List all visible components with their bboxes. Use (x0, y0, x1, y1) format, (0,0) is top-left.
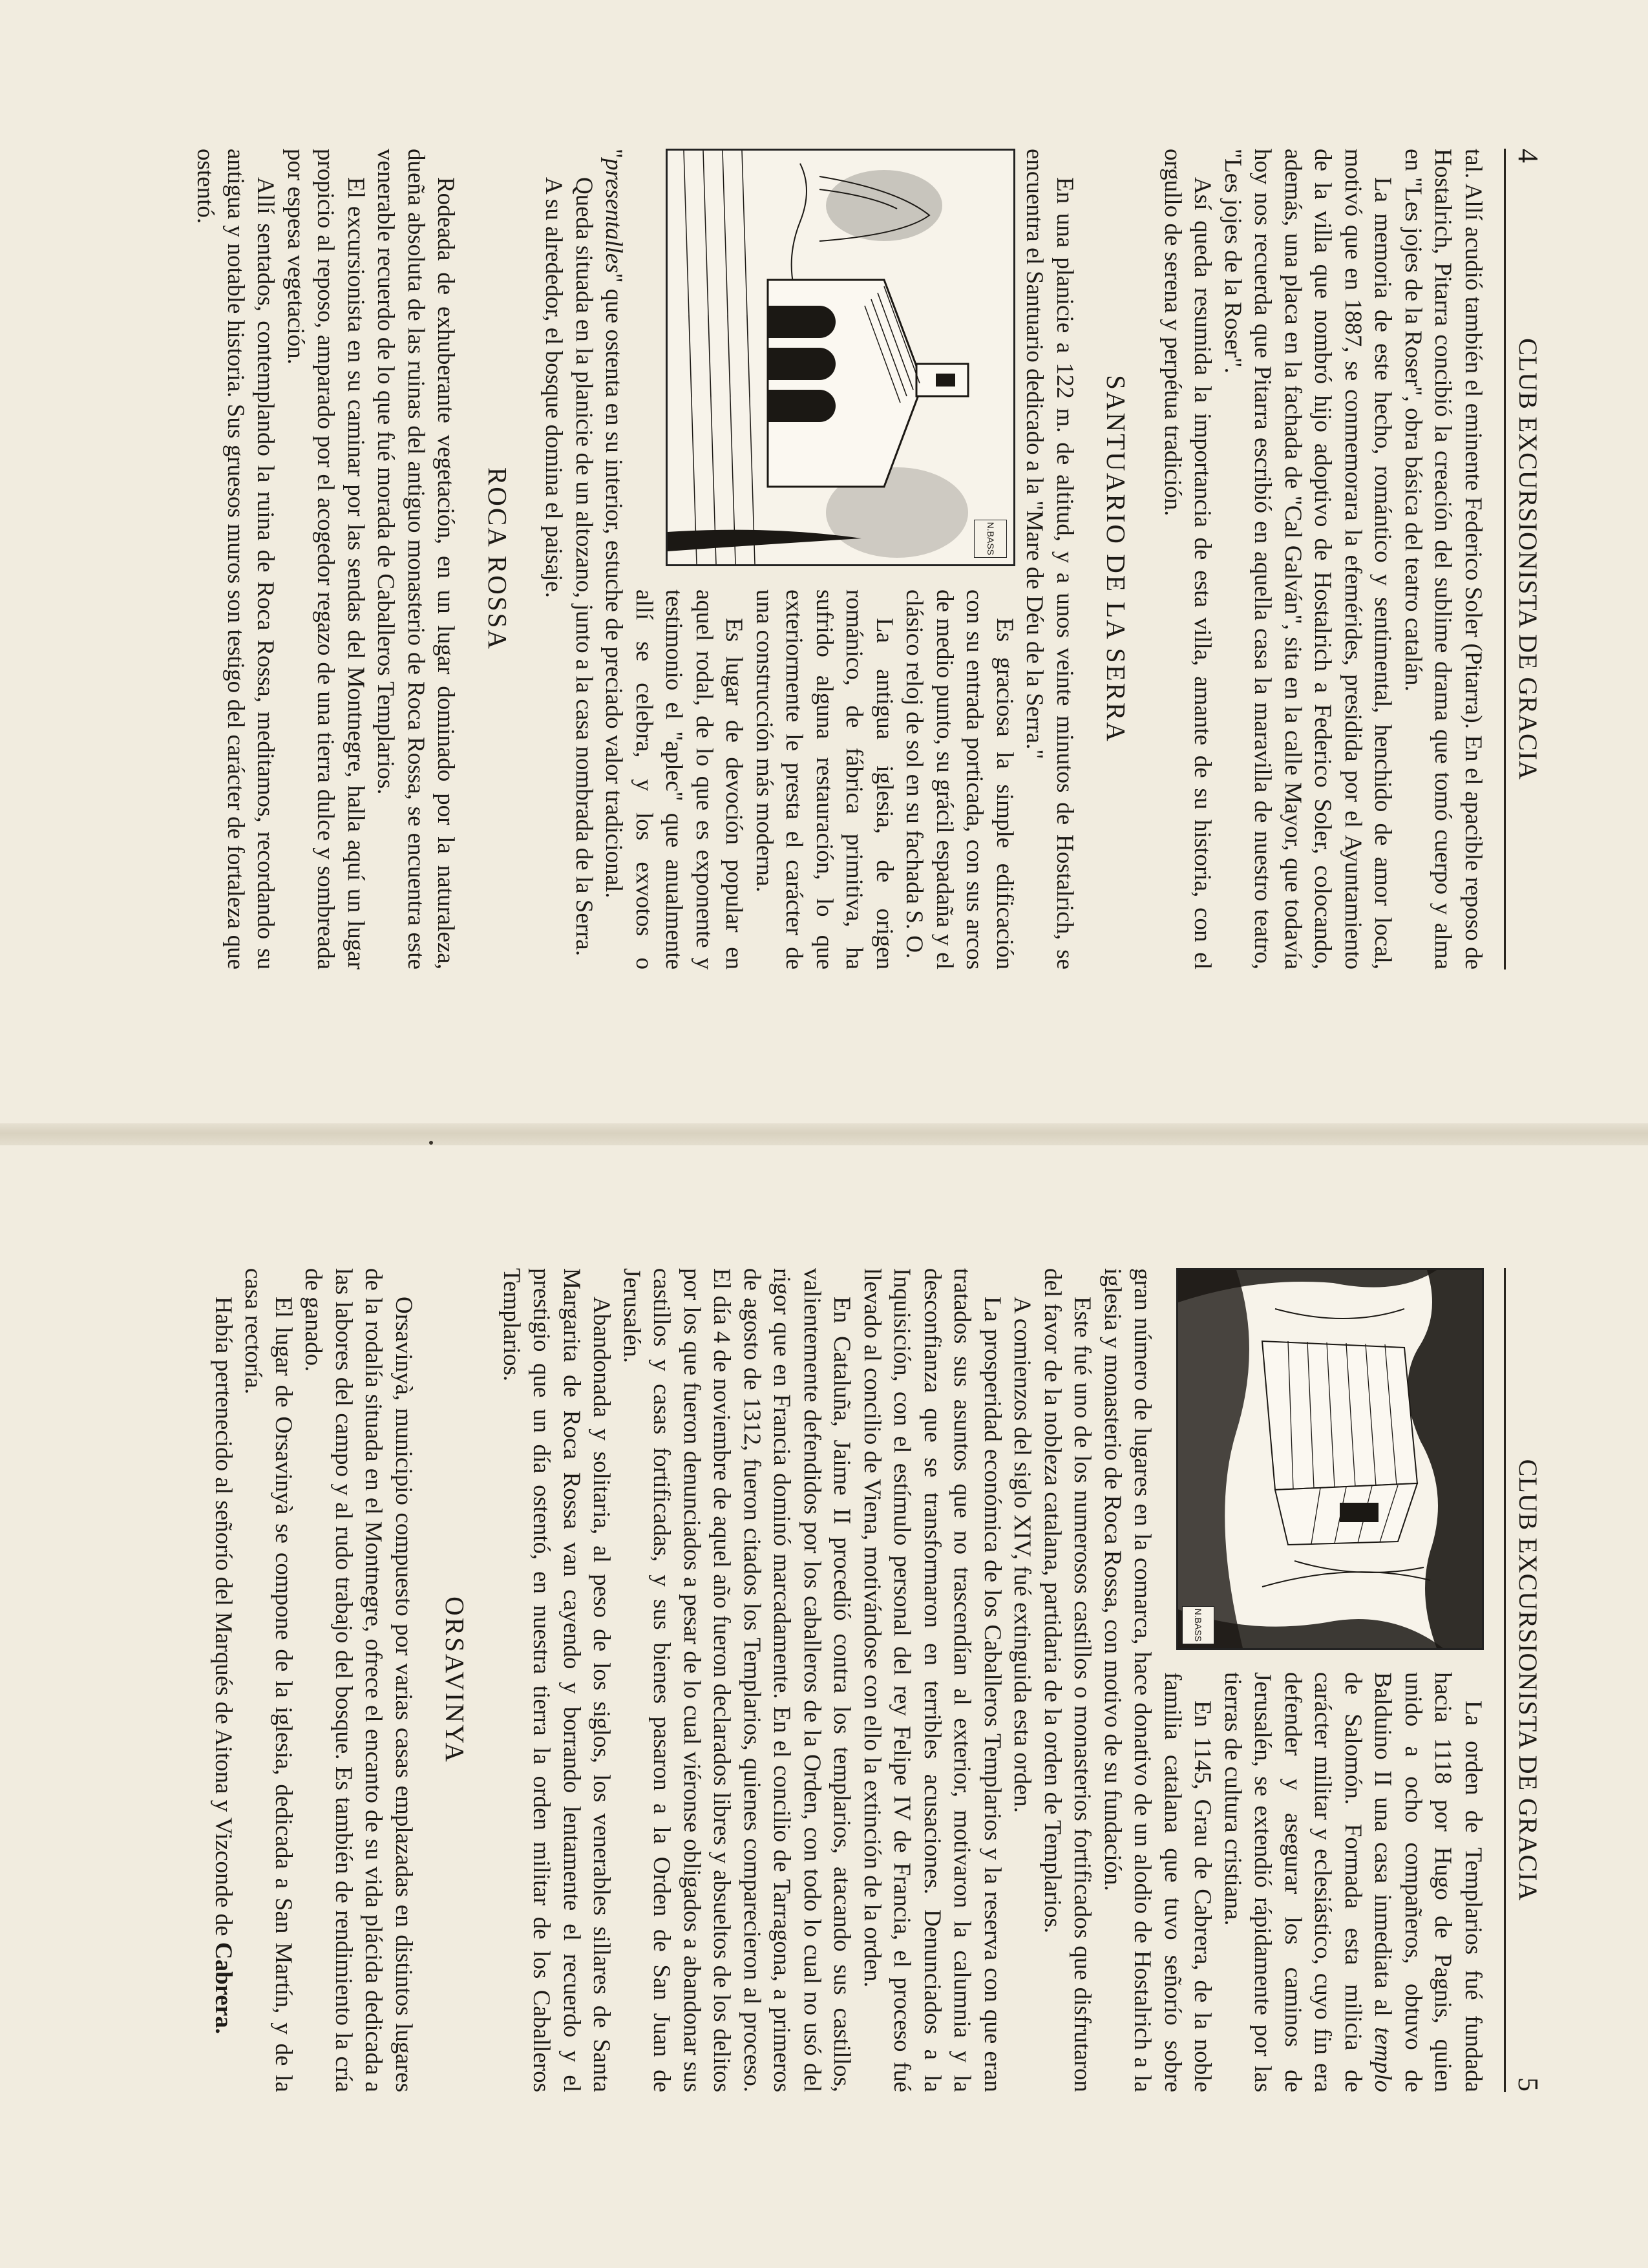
paragraph (208, 1268, 238, 2092)
italic-term: presentalles (600, 158, 628, 273)
paragraph: Queda situada en la planicie de un altozano, junto a la casa nombrada de la Serra. (571, 177, 597, 957)
paragraph: Abandonada y solitaria, al peso de los siglos, los venerables sillares de Santa Margarita de Roca Rossa van cayendo y borrando lentamente el recuerdo y el prestigio que un día ostentó, en nuestra tierra la orden militar de los Caballeros Templarios. (498, 1268, 615, 2092)
illustration-credit: N.BASS (975, 520, 1008, 558)
paragraph: La prosperidad económica de los Caballeros Templarios y la reserva con que eran tratados sus asuntos que no trascendían al exterior, motivaron la calumnia y la desconfianza que se transformaron en terribles acusaciones. Denunciados a la Inquisición, con el estímulo personal del rey Felipe IV de Francia, el proceso fué llevado al concilio de Viena, motivándose con ello la extinción de la orden. (859, 1268, 1006, 2092)
bold-term: Cabrera. (210, 1942, 237, 2034)
page-header (1504, 149, 1551, 970)
paragraph: En Cataluña, Jaime II procedió contra los templarios, atacando sus castillos, valientemente defendidos por los caballeros de la Orden, con todo lo cual no usó del rigor que en Francia dominó marcadamente. En el concilio de Tarragona, a primeros de agosto de 1312, fueron citados los Templarios, quienes comparecieron al proceso. El día 4 de noviembre de aquel año fueron declarados libres y absueltos de los delitos por los que fueron denunciados a pesar de lo cual viéronse obligados a abandonar sus castillos y casas fortificadas, y sus bienes pasaron a la Orden de San Juan de Jerusalén. (618, 1268, 856, 2092)
text-run: Es lugar de devoción popular en aquel rodal, de lo que es exponente y testimonio el "aplec" que anualmente allí se celebra, y los exvotos o " (600, 149, 748, 970)
page-body (208, 1268, 1488, 2092)
text-run: La orden de Templarios fué fundada hacia 1118 por Hugo de Pagnis, quien unido a ocho compañeros, obtuvo de Balduino II una casa inmediata al (1369, 1672, 1486, 2092)
paragraph: La antigua iglesia, de origen románico, de fábrica primitiva, ha sufrido alguna restauración, lo que exteriormente le presta el carácter de una construcción más moderna. (751, 589, 898, 970)
text-run: Había pertenecido al señorío del Marqués de Aitona y Vizconde de (210, 1297, 237, 1942)
paragraph: Este fué uno de los numerosos castillos o monasterios fortificados que disfrutaron del favor de la nobleza catalana, partidaria de la orden de Templarios. (1039, 1268, 1096, 2092)
illustration-credit: N.BASS (1182, 1606, 1215, 1644)
italic-term: templo (1369, 2027, 1397, 2092)
page-number: 4 (1512, 149, 1544, 164)
section-title-orsavinya: ORSAVINYA (440, 1596, 470, 1764)
running-head: CLUB EXCURSIONISTA DE GRACIA (1514, 338, 1543, 780)
paragraph: Orsavinyà, municipio compuesto por varias casas emplazadas en distintos lugares de la rodalía situada en el Montnegre, ofrece el encanto de su vida plácida dedicada a las labores del campo y al rudo trabajo del bosque. Es también de rendimiento la cría de ganado. (300, 1268, 417, 2092)
paragraph: Rodeada de exhuberante vegetación, en un lugar dominado por la naturaleza, dueña absoluta de las ruinas del antiguo monasterio de Roca Rossa, se encuentra este venerable recuerdo de lo que fué morada de Caballeros Templarios. (372, 149, 460, 970)
paragraph: La memoria de este hecho, romántico y sentimental, henchido de amor local, motivó que en 1887, se conmemorara la efemérides, presidida por el Ayuntamiento de la villa que nombró hijo adoptivo de Hostalrich a Federico Soler, colocando, además, una placa en la fachada de "Cal Galván", sita en la calle Mayor, que todavía hoy nos recuerda que Pitarra escribió en aquella casa la maravilla de nuestro teatro, "Les jojes de la Roser". (1220, 149, 1397, 970)
page-5 (0, 1145, 1648, 2268)
running-head: CLUB EXCURSIONISTA DE GRACIA (1514, 1459, 1543, 1902)
text-run: " que ostenta en su interior, estuche de preciado valor tradicional. (600, 273, 628, 898)
roca-rossa-illustration (1176, 1268, 1484, 1650)
page-header (1504, 1268, 1551, 2092)
paragraph: Así queda resumida la importancia de esta villa, amante de su historia, con el orgullo de serena y perpétua tradición. (1159, 149, 1216, 970)
paragraph: A su alrededor, el bosque domina el paisaje. (540, 177, 567, 598)
page-4 (0, 0, 1648, 1123)
page-body (190, 149, 1488, 970)
section-title-roca-rossa: ROCA ROSSA (483, 467, 512, 652)
paragraph: El excursionista en su caminar por las sendas del Montnegre, halla aquí un lugar propicio al reposo, amparado por el acogedor regazo de una tierra dulce y sombreada por espesa vegetación. (282, 149, 369, 970)
paragraph: En 1145, Grau de Cabrera, de la noble familia catalana que tuvo señorío sobre gran número de lugares en la comarca, hace donativo de un alodio de Hostalrich a la iglesia y monasterio de Roca Rossa, con motivo de su fundación. (1099, 1268, 1216, 2092)
paragraph: En una planicie a 122 m. de altitud, y a unos veinte minutos de Hostalrich, se encuentra el Santuario dedicado a la "Mare de Déu de la Serra." (1021, 149, 1078, 970)
section-title-santuario: SANTUARIO DE LA SERRA (1101, 375, 1132, 743)
paragraph: tal. Allí acudió también el eminente Federico Soler (Pitarra). En el apacible reposo de Hostalrich, Pitarra concibió la creación del sublime drama que tomó cuerpo y alma en "Les jojes de la Roser", obra básica del teatro catalán. (1400, 149, 1486, 970)
paragraph: Es graciosa la simple edificación con su entrada porticada, con sus arcos de medio punto, su grácil espadaña y el clásico reloj de sol en su fachada S. O. (901, 589, 1018, 970)
text-run: de Salomón. Formada esta milicia de carácter militar y eclesiástico, cuyo fin era defender y asegurar los caminos de Jerusalén, se extendió rápidamente por las tierras de cultura cristiana. (1220, 1672, 1366, 2092)
paragraph: A comienzos del siglo XIV, fué extinguida esta orden. (1009, 1297, 1036, 1813)
page-number: 5 (1512, 2077, 1544, 2092)
paragraph: El lugar de Orsavinyà se compone de la iglesia, dedicada a San Martín, y de la casa rectoría. (240, 1268, 297, 2092)
sanctuary-illustration (666, 149, 1015, 566)
scan-mark (429, 1141, 433, 1145)
paragraph: Allí sentados, contemplando la ruina de Roca Rossa, meditamos, recordando su antigua y notable historia. Sus gruesos muros son testigo del carácter de fortaleza que ostentó. (192, 149, 279, 970)
book-gutter (0, 1123, 1648, 1145)
